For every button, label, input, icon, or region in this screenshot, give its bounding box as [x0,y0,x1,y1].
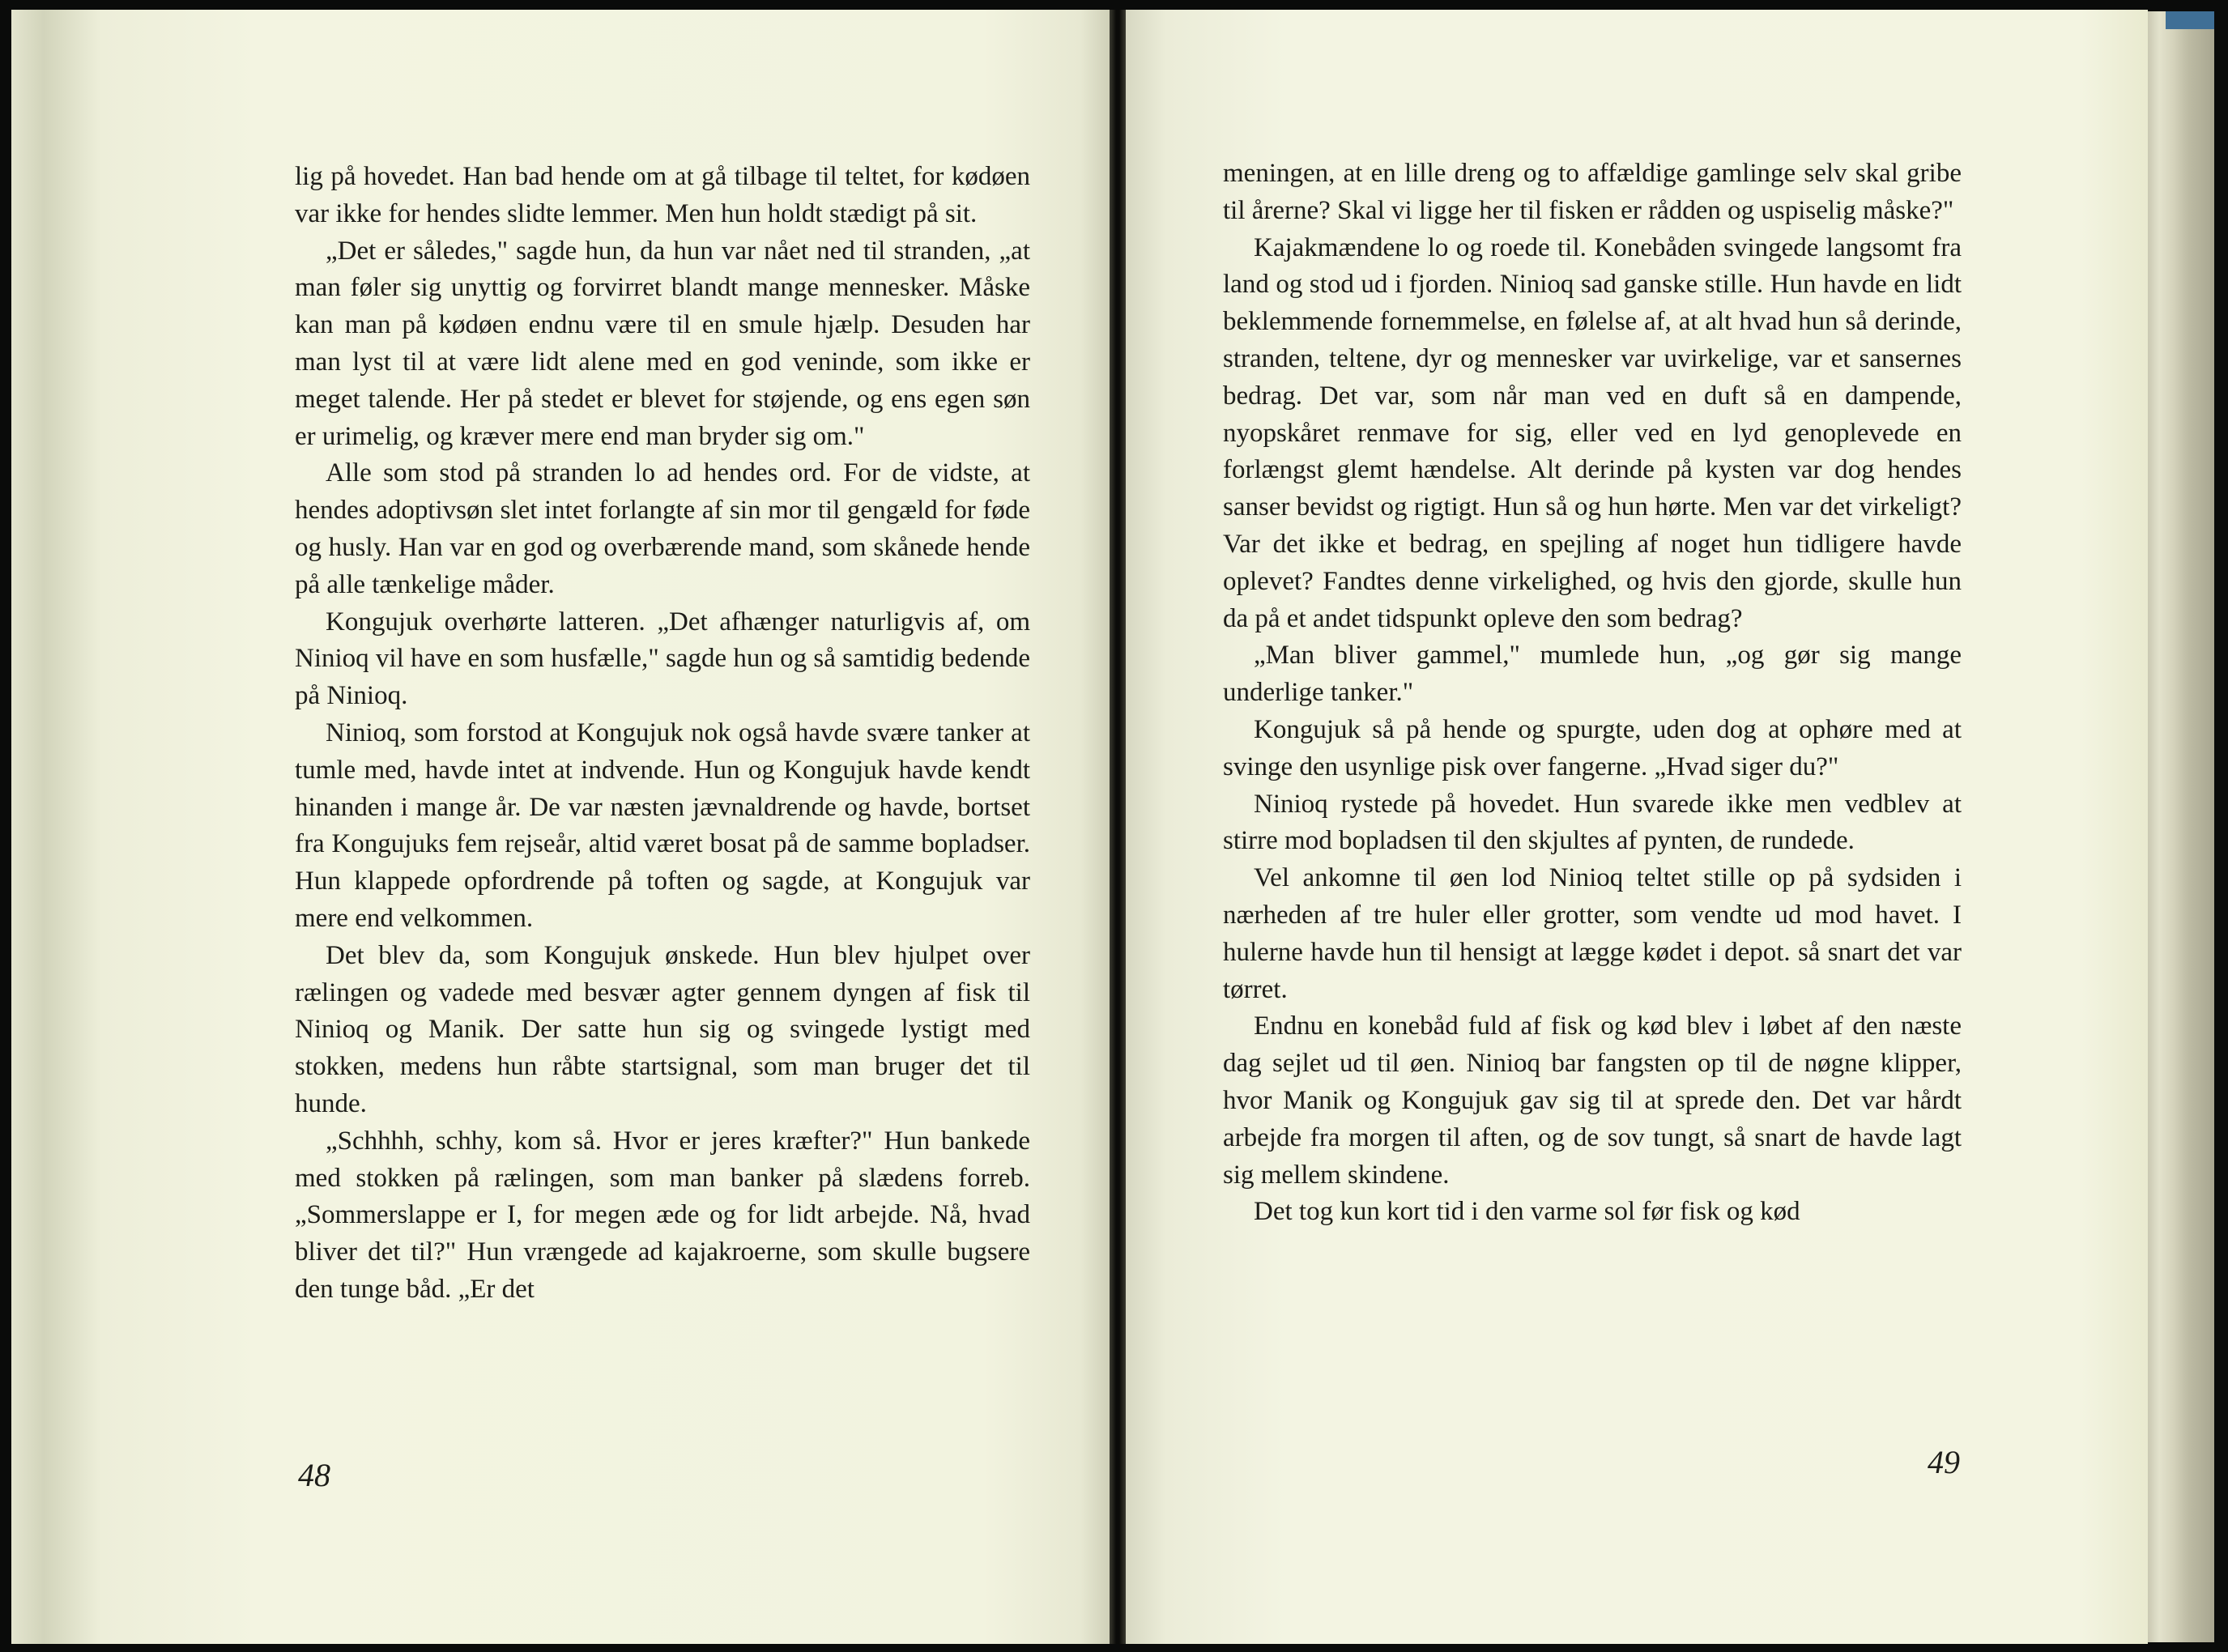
paragraph: Kongujuk så på hende og spurgte, uden dog at ophøre med at svinge den usynlige pisk over fangerne. „Hvad siger du?" [1223,714,1962,781]
right-page-text [1223,155,1962,1231]
page-number-left: 48 [298,1457,330,1493]
paragraph: lig på hovedet. Han bad hende om at gå tilbage til teltet, for kødøen var ikke for hendes slidte lemmer. Men hun holdt stædigt på sit. [295,162,1030,228]
paragraph: Det tog kun kort tid i den varme sol før fisk og kød [1254,1197,1800,1227]
paragraph: Alle som stod på stranden lo ad hendes ord. For de vidste, at hendes adoptivsøn slet intet forlangte af sin mor til gengæld for føde og husly. Han var en god og overbærende mand, som skånede hende på alle tænkelige måder. [295,458,1030,599]
paragraph: Ninioq rystede på hovedet. Hun svarede ikke men vedblev at stirre mod bopladsen til den skjultes af pynten, de rundede. [1223,789,1962,856]
paragraph: Vel ankomne til øen lod Ninioq teltet stille op på sydsiden i nærheden af tre huler eller grotter, som vendte ud mod havet. I hulerne havde hun til hensigt at lægge kødet i depot. så snart det var tørret. [1223,863,1962,1004]
paragraph: Kajakmændene lo og roede til. Konebåden svingede langsomt fra land og stod ud i fjorden. Ninioq sad ganske stille. Hun havde en lidt beklemmende fornemmelse, en følelse af, at alt hvad hun så derinde, stranden, teltene, dyr og mennesker var uvirkelige, var et sansernes bedrag. Det var, som når man ved en duft så en dampende, nyopskåret renmave for sig, eller ved en lyd genoplevede en forlængst glemt hændelse. Alt derinde på kysten var dog hendes sanser bevidst og rigtigt. Hun så og hun hørte. Men var det virkeligt? Var det ikke et bedrag, en spejling af noget hun tidligere havde oplevet? Fandtes denne virkelighed, og hvis den gjorde, skulle hun da på et andet tidspunkt opleve den som bedrag? [1223,232,1962,633]
cover-edge [2166,11,2214,29]
paragraph: Kongujuk overhørte latteren. „Det afhænger naturligvis af, om Ninioq vil have en som husfælle," sagde hun og så samtidig bedende på Ninioq. [295,607,1030,711]
paragraph: „Man bliver gammel," mumlede hun, „og gør sig mange underlige tanker." [1223,641,1962,708]
page-stack-edge [2148,11,2214,1642]
book-gutter [1110,10,1126,1644]
left-page-text [295,159,1030,1309]
left-page [11,10,1110,1644]
paragraph: „Det er således," sagde hun, da hun var nået ned til stranden, „at man føler sig unyttig og forvirret blandt mange mennesker. Måske kan man på kødøen endnu være til en smule hjælp. Desuden har man lyst til at være lidt alene med en god veninde, som ikke er meget talende. Her på stedet er blevet for støjende, og ens egen søn er urimelig, og kræver mere end man bryder sig om." [295,236,1030,451]
paragraph: Endnu en konebåd fuld af fisk og kød blev i løbet af den næste dag sejlet ud til øen. Ninioq bar fangsten op til de nøgne klipper, hvor Manik og Kongujuk gav sig til at sprede den. Det var hårdt arbejde fra morgen til aften, og de sov tungt, så snart de havde lagt sig mellem skindene. [1223,1011,1962,1190]
paragraph: „Schhhh, schhy, kom så. Hvor er jeres kræfter?" Hun bankede med stokken på rælingen, som man banker på slædens forreb. „Sommerslappe er I, for megen æde og for lidt arbejde. Nå, hvad bliver det til?" Hun vrængede ad kajakroerne, som skulle bugsere den tunge båd. „Er det [295,1126,1030,1304]
paragraph: Det blev da, som Kongujuk ønskede. Hun blev hjulpet over rælingen og vadede med besvær agter gennem dyngen af fisk til Ninioq og Manik. Der satte hun sig og svingede lystigt med stokken, medens hun råbte startsignal, som man bruger det til hunde. [295,940,1030,1118]
right-page [1126,10,2148,1644]
page-number-right: 49 [1928,1444,1960,1480]
paragraph: Ninioq, som forstod at Kongujuk nok også havde svære tanker at tumle med, havde intet at indvende. Hun og Kongujuk havde kendt hinanden i mange år. De var næsten jævnaldrende og havde, bortset fra Kongujuks fem rejseår, altid været bosat på de samme bopladser. Hun klappede opfordrende på toften og sagde, at Kongujuk var mere end velkommen. [295,717,1030,933]
paragraph: meningen, at en lille dreng og to affældige gamlinge selv skal gribe til årerne? Skal vi ligge her til fisken er rådden og uspiselig måske?" [1223,159,1962,225]
